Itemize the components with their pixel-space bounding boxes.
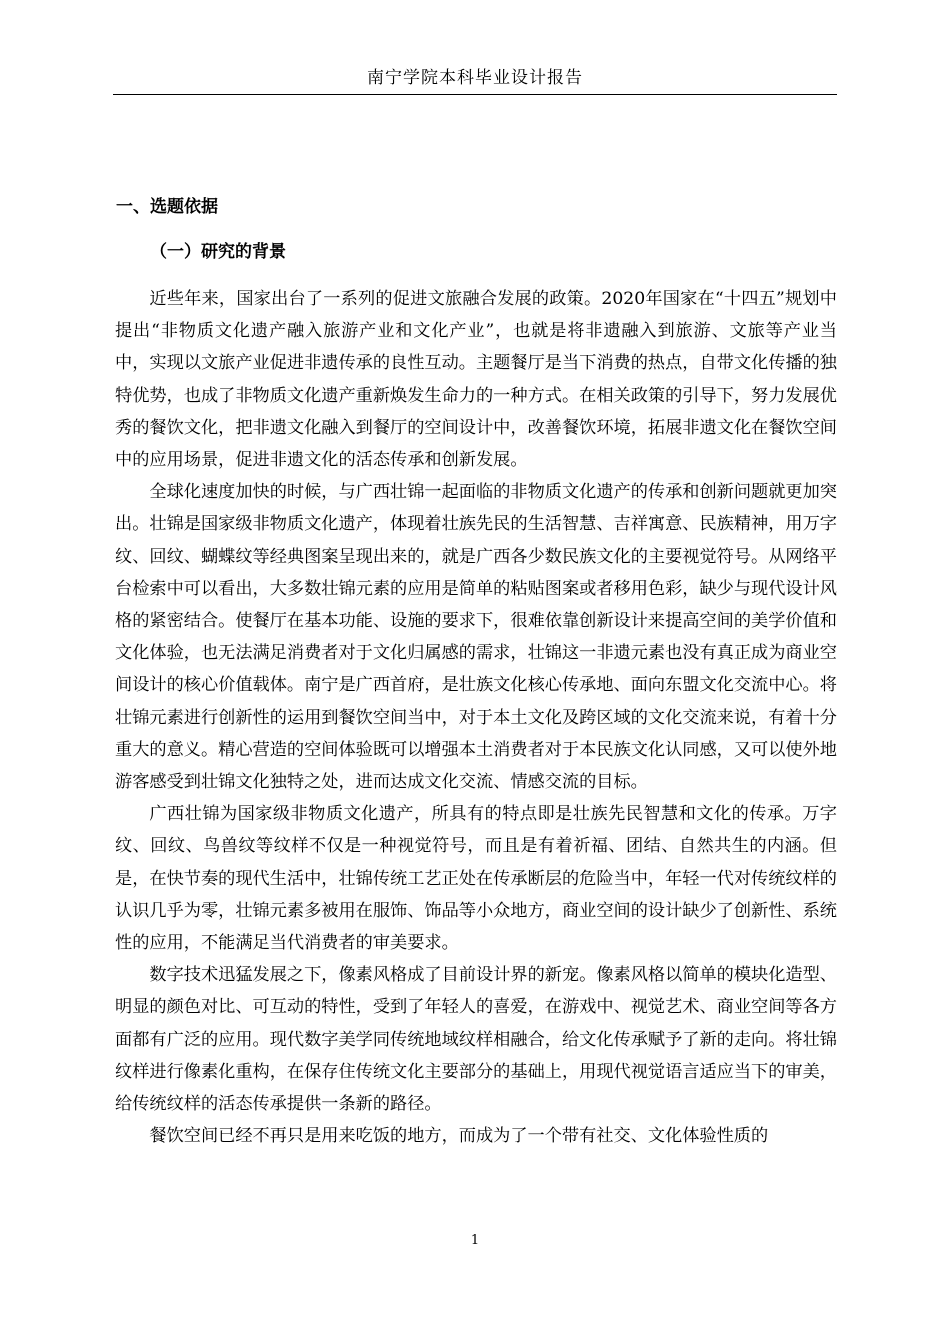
page-number: 1 [470, 1233, 480, 1248]
paragraph: 餐饮空间已经不再只是用来吃饭的地方，而成为了一个带有社交、文化体验性质的 [149, 1126, 769, 1147]
body-text [115, 283, 837, 1152]
paragraph: 近些年来，国家出台了一系列的促进文旅融合发展的政策。2020年国家在“十四五”规划中提出“非物质文化遗产融入旅游产业和文化产业”，也就是将非遗融入到旅游、文旅等产业当中，实现以文旅产业促进非遗传承的良性互动。主题餐厅是当下消费的热点，自带文化传播的独特优势，也成了非物质文化遗产重新焕发生命力的一种方式。在相关政策的引导下，努力发展优秀的餐饮文化，把非遗文化融入到餐厅的空间设计中，改善餐饮环境，拓展非遗文化在餐饮空间中的应用场景，促进非遗文化的活态传承和创新发展。 [115, 289, 837, 471]
header-divider [113, 94, 837, 95]
paragraph: 数字技术迅猛发展之下，像素风格成了目前设计界的新宠。像素风格以简单的模块化造型、明显的颜色对比、可互动的特性，受到了年轻人的喜爱，在游戏中、视觉艺术、商业空间等各方面都有广泛的应用。现代数字美学同传统地域纹样相融合，给文化传承赋予了新的走向。将壮锦纹样进行像素化重构，在保存住传统文化主要部分的基础上，用现代视觉语言适应当下的审美，给传统纹样的活态传承提供一条新的路径。 [115, 965, 837, 1115]
running-header-title: 南宁学院本科毕业设计报告 [367, 68, 583, 88]
paragraph: 全球化速度加快的时候，与广西壮锦一起面临的非物质文化遗产的传承和创新问题就更加突出。壮锦是国家级非物质文化遗产，体现着壮族先民的生活智慧、吉祥寓意、民族精神，用万字纹、回纹、蝴蝶纹等经典图案呈现出来的，就是广西各少数民族文化的主要视觉符号。从网络平台检索中可以看出，大多数壮锦元素的应用是简单的粘贴图案或者移用色彩，缺少与现代设计风格的紧密结合。使餐厅在基本功能、设施的要求下，很难依靠创新设计来提高空间的美学价值和文化体验，也无法满足消费者对于文化归属感的需求，壮锦这一非遗元素也没有真正成为商业空间设计的核心价值载体。南宁是广西首府，是壮族文化核心传承地、面向东盟文化交流中心。将壮锦元素进行创新性的运用到餐饮空间当中，对于本土文化及跨区域的文化交流来说，有着十分重大的意义。精心营造的空间体验既可以增强本土消费者对于本民族文化认同感，又可以使外地游客感受到壮锦文化独特之处，进而达成文化交流、情感交流的目标。 [115, 482, 837, 793]
subsection-heading: （一）研究的背景 [150, 242, 286, 262]
paragraph: 广西壮锦为国家级非物质文化遗产，所具有的特点即是壮族先民智慧和文化的传承。万字纹、回纹、鸟兽纹等纹样不仅是一种视觉符号，而且是有着祈福、团结、自然共生的内涵。但是，在快节奏的现代生活中，壮锦传统工艺正处在传承断层的危险当中，年轻一代对传统纹样的认识几乎为零，壮锦元素多被用在服饰、饰品等小众地方，商业空间的设计缺少了创新性、系统性的应用，不能满足当代消费者的审美要求。 [115, 804, 837, 954]
section-heading: 一、选题依据 [116, 197, 218, 217]
